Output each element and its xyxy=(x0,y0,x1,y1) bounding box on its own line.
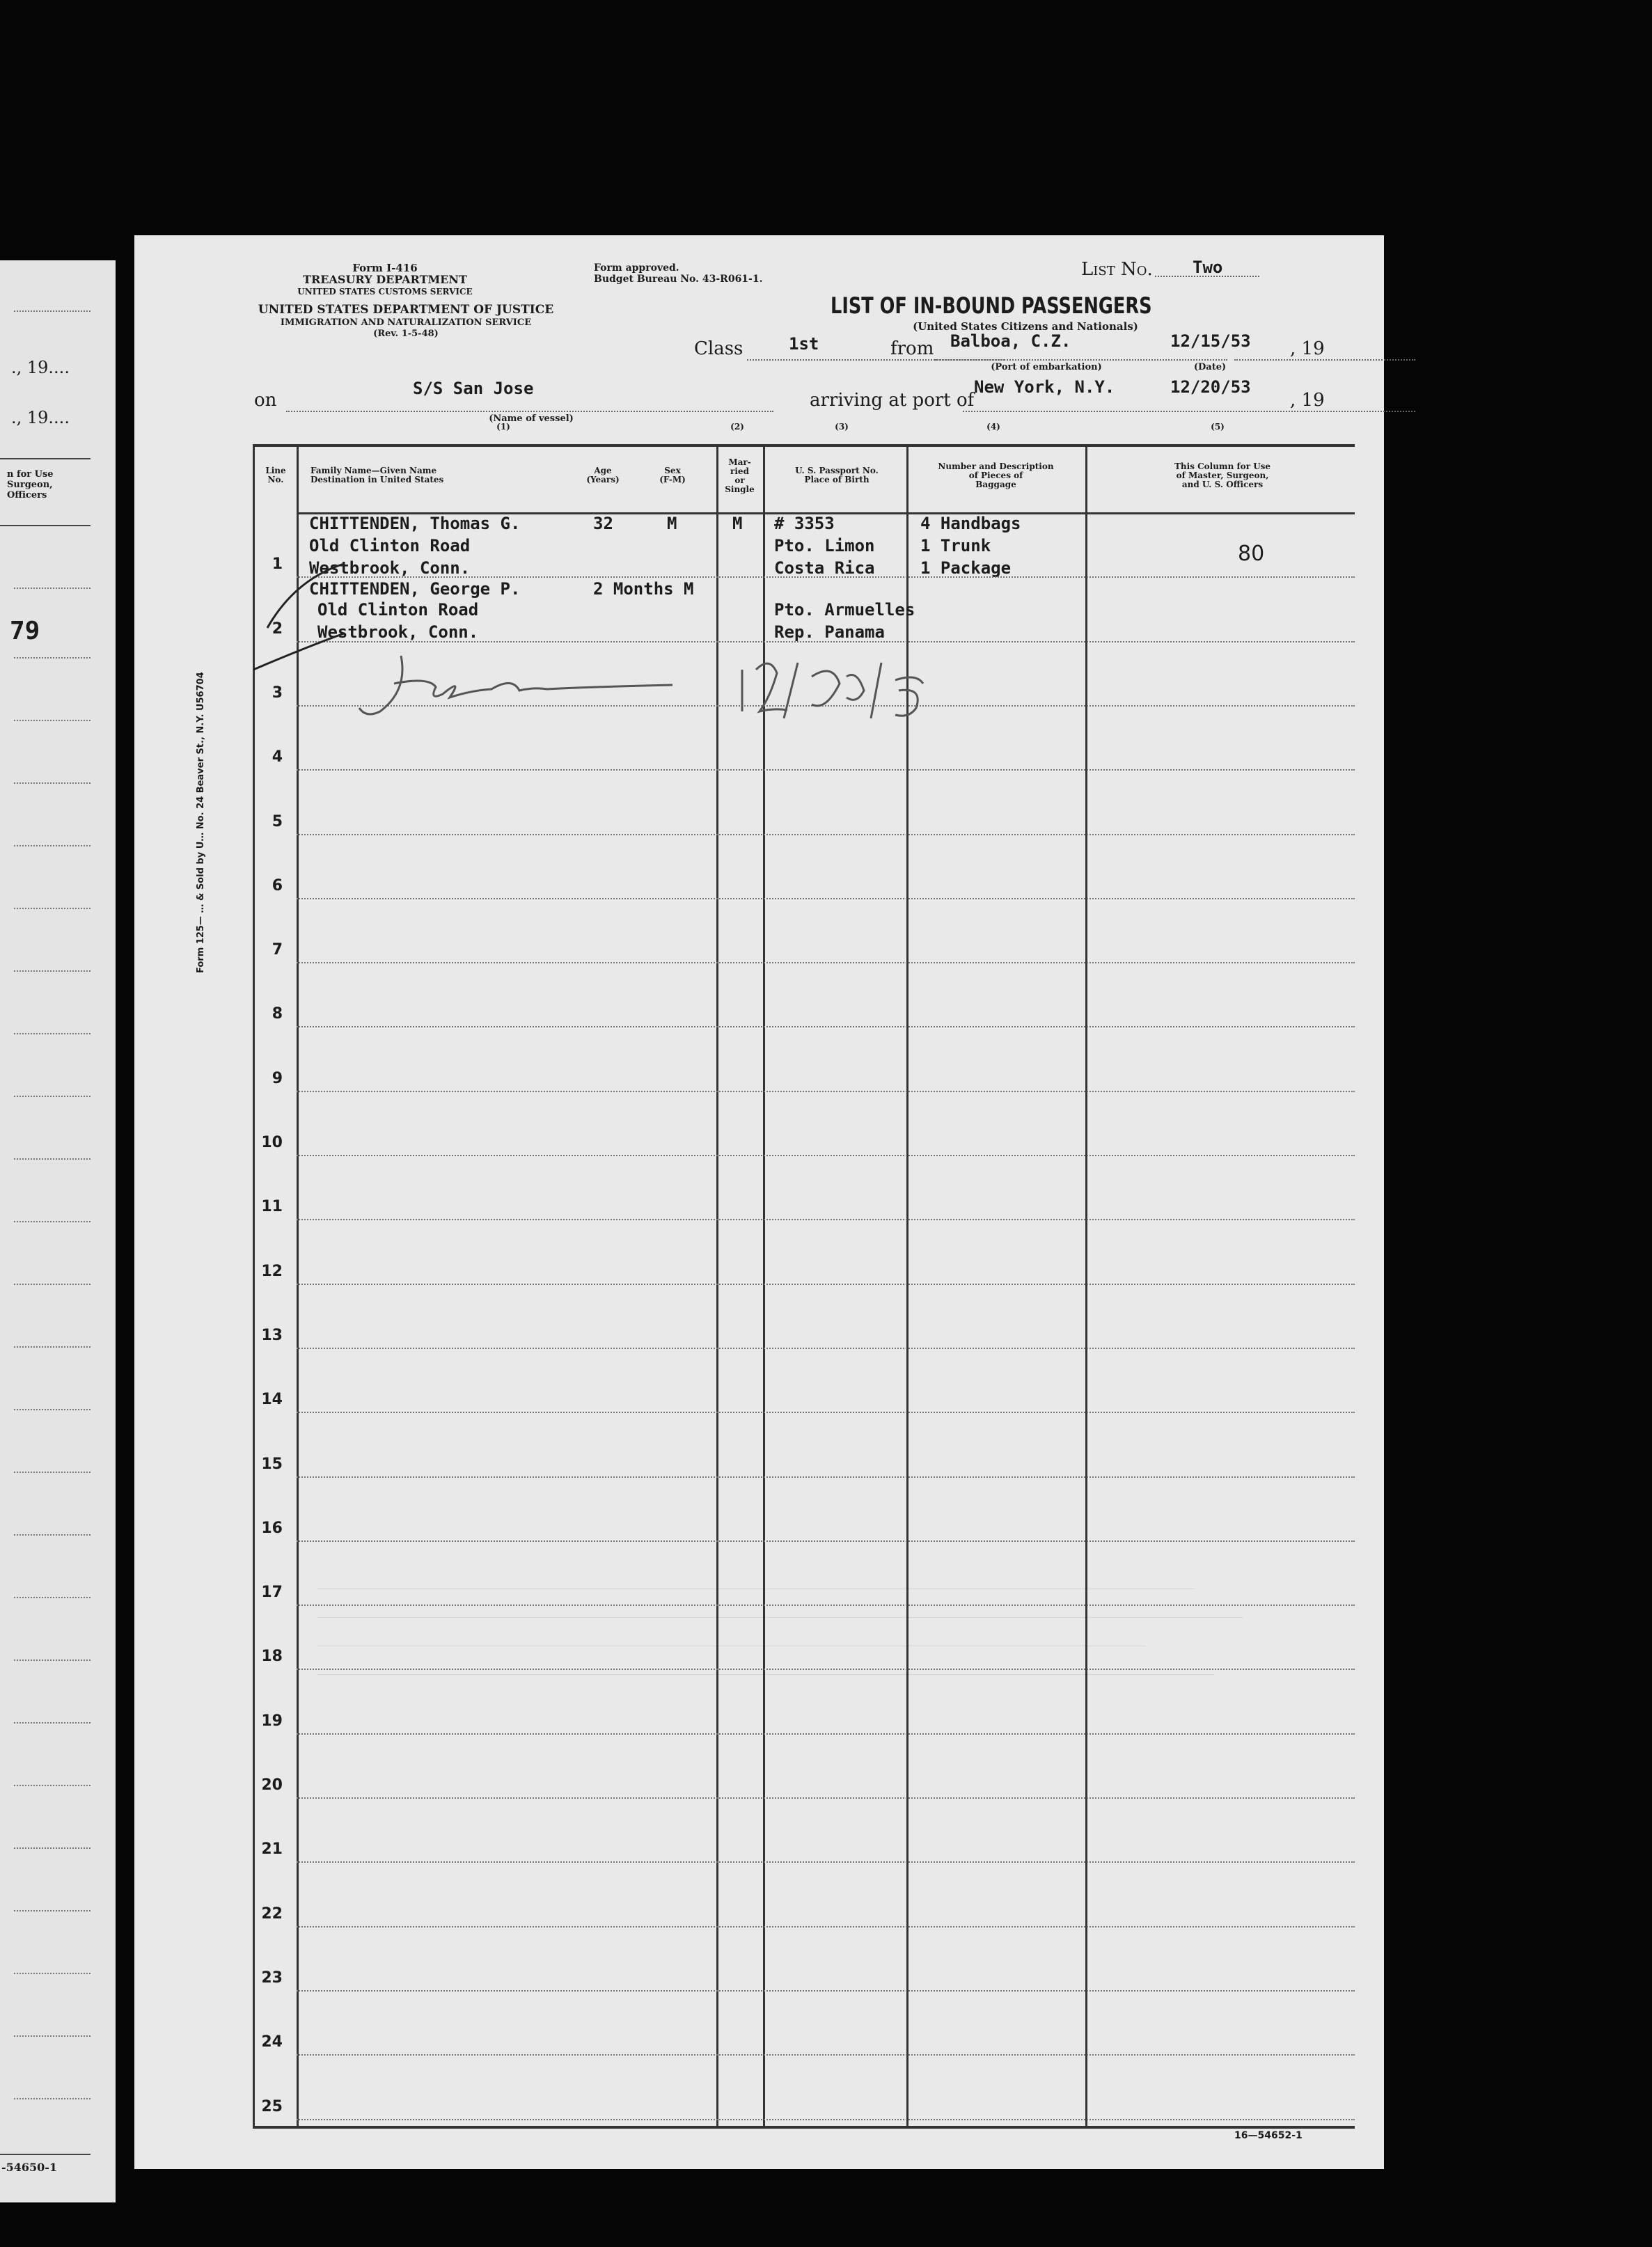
handwritten-date-icon xyxy=(735,649,965,725)
justice-department: UNITED STATES DEPARTMENT OF JUSTICE xyxy=(258,303,554,317)
vessel-caption: (Name of vessel) xyxy=(489,413,574,424)
row-number: 18 xyxy=(261,1648,283,1666)
passenger-1-married: M xyxy=(732,514,743,533)
form-number: Form I-416 xyxy=(352,262,418,274)
year-suffix-1: , 19 xyxy=(1290,338,1325,359)
header-baggage: Number and Description of Pieces of Baggage xyxy=(938,462,1054,489)
table-row-line xyxy=(297,641,1355,642)
signature-icon xyxy=(352,649,686,725)
header-line-no: Line No. xyxy=(265,466,286,484)
table-row-line xyxy=(297,1476,1355,1478)
table-row-line xyxy=(297,1861,1355,1863)
adjacent-page-strip xyxy=(0,260,116,2202)
row-number: 15 xyxy=(261,1455,283,1473)
manifest-page xyxy=(134,235,1384,2169)
table-row-line xyxy=(297,898,1355,899)
row-number: 17 xyxy=(261,1584,283,1602)
table-row-line xyxy=(297,1026,1355,1027)
bracket-mark-icon xyxy=(239,551,358,677)
arrival-port: New York, N.Y. xyxy=(974,377,1115,397)
header-passport: U. S. Passport No. Place of Birth xyxy=(795,466,879,484)
passenger-1-baggage-2: 1 Trunk xyxy=(920,536,991,555)
passenger-table xyxy=(253,444,1355,2129)
passenger-1-sex: M xyxy=(667,514,677,533)
table-row-line xyxy=(297,1797,1355,1799)
ins-service: IMMIGRATION AND NATURALIZATION SERVICE xyxy=(280,317,532,328)
row-number: 2 xyxy=(272,620,283,638)
row-number: 3 xyxy=(272,684,283,702)
strip-year-text-2: ., 19.... xyxy=(11,408,70,427)
passenger-2-birth-2: Rep. Panama xyxy=(774,622,885,642)
passenger-1-address-2: Westbrook, Conn. xyxy=(309,558,471,578)
row-number: 20 xyxy=(261,1776,283,1794)
col-num-5: (5) xyxy=(1211,422,1225,432)
table-row-line xyxy=(297,1284,1355,1285)
table-row-line xyxy=(297,576,1355,578)
side-print: Form 125— … & Sold by U… No. 24 Beaver St., N.Y. U56704 xyxy=(196,672,206,973)
col-num-2: (2) xyxy=(730,422,744,432)
customs-service: UNITED STATES CUSTOMS SERVICE xyxy=(297,287,473,297)
col-num-1: (1) xyxy=(496,422,510,432)
strip-number: 79 xyxy=(10,617,40,645)
table-row-line xyxy=(297,1990,1355,1992)
header-age: Age (Years) xyxy=(586,466,620,484)
arriving-label: arriving at port of xyxy=(810,390,975,411)
on-label: on xyxy=(254,390,277,411)
col-num-3: (3) xyxy=(835,422,849,432)
table-row-line xyxy=(297,1540,1355,1542)
revision: (Rev. 1-5-48) xyxy=(373,329,439,339)
row-number: 7 xyxy=(272,941,283,959)
row-number: 19 xyxy=(261,1712,283,1730)
row-number: 25 xyxy=(261,2097,283,2115)
row-number: 9 xyxy=(272,1069,283,1087)
header-sex: Sex (F-M) xyxy=(659,466,686,484)
row-number: 11 xyxy=(261,1198,283,1216)
row-number: 12 xyxy=(261,1262,283,1280)
passenger-1-baggage-1: 4 Handbags xyxy=(920,514,1021,533)
list-no-label: List No. xyxy=(1081,259,1153,280)
footer-code: 16—54652-1 xyxy=(1234,2130,1303,2141)
class-value: 1st xyxy=(789,334,819,354)
table-row-line xyxy=(297,1412,1355,1413)
departure-date: 12/15/53 xyxy=(1170,331,1251,351)
header-married: Mar- ried or Single xyxy=(725,457,755,494)
form-title: LIST OF IN-BOUND PASSENGERS xyxy=(831,292,1152,319)
strip-column-header: n for Use Surgeon, Officers xyxy=(7,469,54,500)
passenger-1-officer-note: 80 xyxy=(1238,542,1265,566)
header-name: Family Name—Given Name Destination in United States xyxy=(310,466,444,484)
date-caption: (Date) xyxy=(1193,362,1227,372)
embark-port-caption: (Port of embarkation) xyxy=(991,362,1102,372)
table-row-line xyxy=(297,1155,1355,1156)
row-number: 22 xyxy=(261,1905,283,1923)
table-row-line xyxy=(297,1091,1355,1092)
passenger-2-name: CHITTENDEN, George P. xyxy=(309,579,521,599)
embark-port-value: Balboa, C.Z. xyxy=(950,331,1071,351)
table-row-line xyxy=(297,769,1355,771)
row-number: 24 xyxy=(261,2033,283,2051)
department: TREASURY DEPARTMENT xyxy=(303,273,467,286)
from-label: from xyxy=(890,338,934,359)
row-numbers xyxy=(255,447,297,2126)
passenger-2-birth-1: Pto. Armuelles xyxy=(774,600,915,620)
year-suffix-2: , 19 xyxy=(1290,390,1325,411)
row-number: 6 xyxy=(272,876,283,894)
row-number: 21 xyxy=(261,1840,283,1859)
col-num-4: (4) xyxy=(986,422,1000,432)
list-no-value: Two xyxy=(1193,258,1223,277)
strip-footer-code: -54650-1 xyxy=(1,2161,58,2174)
form-approved: Form approved. xyxy=(594,262,679,274)
row-number: 10 xyxy=(261,1134,283,1151)
row-number: 4 xyxy=(272,748,283,766)
row-number: 23 xyxy=(261,1969,283,1987)
passenger-1-address-1: Old Clinton Road xyxy=(309,536,471,555)
passenger-1-baggage-3: 1 Package xyxy=(920,558,1012,578)
row-number: 14 xyxy=(261,1391,283,1409)
table-row-line xyxy=(297,1926,1355,1927)
row-number: 13 xyxy=(261,1326,283,1344)
passenger-1-name: CHITTENDEN, Thomas G. xyxy=(309,514,521,533)
arrival-date: 12/20/53 xyxy=(1170,377,1251,397)
table-row-line xyxy=(297,962,1355,963)
table-row-line xyxy=(297,2119,1355,2120)
row-number: 1 xyxy=(272,555,283,574)
strip-year-text-1: ., 19.... xyxy=(11,358,70,377)
table-row-line xyxy=(297,1219,1355,1220)
header-officers: This Column for Use of Master, Surgeon, and U. S. Officers xyxy=(1174,462,1271,489)
passenger-1-age: 32 xyxy=(593,514,613,533)
class-label: Class xyxy=(694,338,744,359)
passenger-2-address-2: Westbrook, Conn. xyxy=(317,622,479,642)
row-number: 8 xyxy=(272,1005,283,1023)
passenger-2-age: 2 Months M xyxy=(593,579,694,599)
passenger-1-birth-1: Pto. Limon xyxy=(774,536,875,555)
bleed-through-texture xyxy=(317,1561,1292,1769)
passenger-1-passport: # 3353 xyxy=(774,514,835,533)
vessel-name: S/S San Jose xyxy=(413,379,534,398)
table-row-line xyxy=(297,1348,1355,1349)
passenger-2-address-1: Old Clinton Road xyxy=(317,600,479,620)
passenger-1-birth-2: Costa Rica xyxy=(774,558,875,578)
form-subtitle: (United States Citizens and Nationals) xyxy=(913,320,1138,333)
dotted-line xyxy=(14,310,91,312)
budget-bureau: Budget Bureau No. 43-R061-1. xyxy=(594,274,763,285)
table-row-line xyxy=(297,2054,1355,2056)
row-number: 16 xyxy=(261,1519,283,1537)
table-row-line xyxy=(297,834,1355,835)
row-number: 5 xyxy=(272,812,283,830)
